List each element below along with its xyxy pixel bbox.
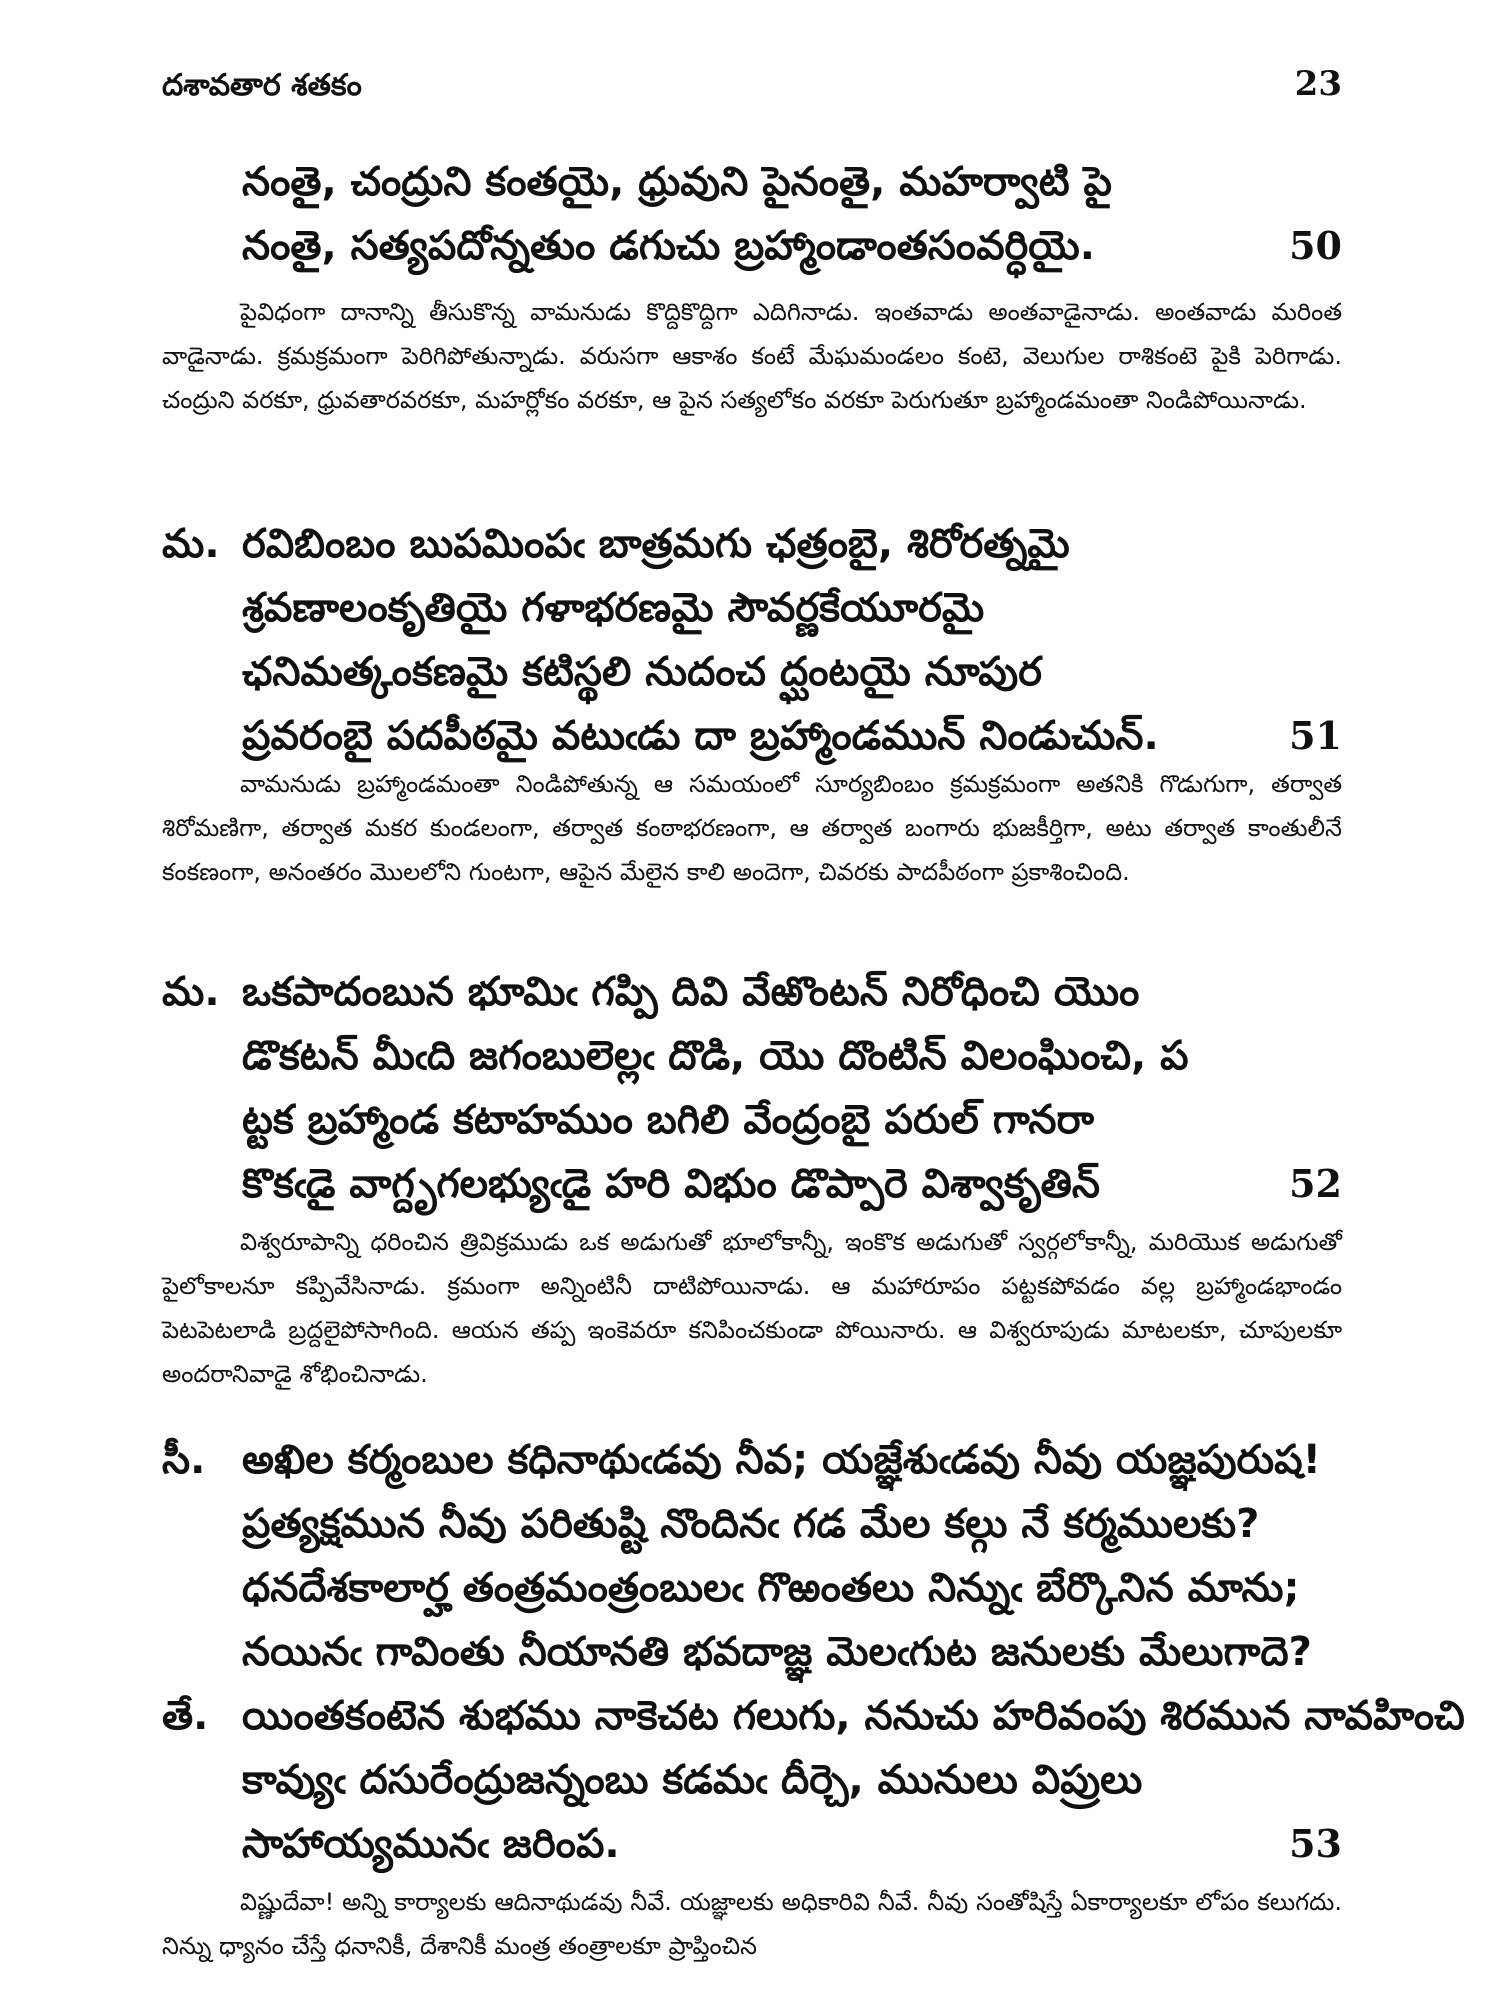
verse-53 [162,1428,1465,1876]
verse-text: నంతై, సత్యపదోన్నతుం డగుచు బ్రహ్మాండాంతసంవర్ధియై. [242,223,1095,269]
commentary-text: పైవిధంగా దానాన్ని తీసుకొన్న వామనుడు కొద్దికొద్దిగా ఎదిగినాడు. ఇంతవాడు అంతవాడైనాడు. అంతవాడు మరింత వాడైనాడు. క్రమక్రమంగా పెరిగిపోతున్నాడు. వరుసగా ఆకాశం కంటే మేఘమండలం కంటె, వెలుగుల రాశికంటె పైకి పెరిగాడు. చంద్రుని వరకూ, ధ్రువతారవరకూ, మహర్లోకం వరకూ, ఆ పైన సత్యలోకం వరకూ పెరుగుతూ బ్రహ్మాండమంతా నిండిపోయినాడు. [162,298,1342,414]
verse-51 [162,512,1342,768]
verse-number: 52 [1289,1161,1342,1206]
verse-number: 50 [1289,223,1342,268]
meter-label: సీ. [162,1437,206,1483]
verse-line [162,214,1342,278]
verse-line [162,704,1342,768]
verse-text: ప్రవరంబై పదపీఠమై వటుఁడు దా బ్రహ్మాండమున్ నిండుచున్. [242,713,1159,759]
verse-text: యింతకంటెన శుభము నాకెచట గలుగు, ననుచు హరివంపు శిరమున నావహించి [242,1693,1465,1739]
verse-text: కావ్యుఁ దసురేంద్రుజన్నంబు కడమఁ దీర్చె, మునులు విప్రులు [242,1757,1143,1803]
meter-label: మ. [162,521,220,567]
verse-line [162,150,1342,214]
verse-line [162,1088,1342,1152]
page-header [162,64,1342,108]
verse-number: 51 [1289,713,1342,758]
verse-50 [162,150,1342,278]
verse-text: ట్టక బ్రహ్మాండ కటాహముం బగిలి వేంద్రంబై పరుల్ గానరా [242,1097,1094,1143]
paragraph-commentary [162,290,1342,422]
verse-text: ప్రత్యక్షమున నీవు పరితుష్టి నొందినఁ గడ మేల కల్గు నే కర్మములకు? [242,1501,1260,1547]
verse-text: సాహాయ్యమునఁ జరింప. [242,1821,620,1867]
verse-line [162,576,1342,640]
verse-line [162,1428,1342,1492]
verse-line [162,1152,1342,1216]
verse-line [162,1748,1342,1812]
verse-line [162,960,1342,1024]
verse-text: నయినఁ గావింతు నీయానతి భవదాజ్ఞ మెలఁగుట జనులకు మేలుగాదె? [242,1629,1312,1675]
running-title: దశావతార శతకం [162,68,362,103]
page-number: 23 [1294,64,1342,104]
commentary-text: విశ్వరూపాన్ని ధరించిన త్రివిక్రముడు ఒక అడుగుతో భూలోకాన్నీ, ఇంకొక అడుగుతో స్వర్గలోకాన్నీ, మరియొక అడుగుతో పైలోకాలనూ కప్పివేసినాడు. క్రమంగా అన్నింటినీ దాటిపోయినాడు. ఆ మహారూపం పట్టకపోవడం వల్ల బ్రహ్మాండభాండం పెటపెటలాడి బ్రద్దలైపోసాగింది. ఆయన తప్ప ఇంకెవరూ కనిపించకుండా పోయినారు. ఆ విశ్వరూపుడు మాటలకూ, చూపులకూ అందరానివాడై శోభించినాడు. [162,1228,1342,1388]
verse-text: శ్రవణాలంకృతియై గళాభరణమై సౌవర్ణకేయూరమై [242,585,985,631]
verse-text: రవిబింబం బుపమింపఁ బాత్రమగు ఛత్రంబై, శిరోరత్నమై [242,521,1070,567]
paragraph-commentary [162,762,1342,894]
verse-text: ఛనిమత్కంకణమై కటిస్థలి నుదంచ ద్ఘంటయై నూపుర [242,649,1042,695]
verse-line [162,1684,1465,1748]
verse-line [162,512,1342,576]
verse-52 [162,960,1342,1216]
verse-text: నంతై, చంద్రుని కంతయై, ధ్రువుని పైనంతై, మహర్వాటి పై [242,159,1112,205]
verse-line [162,1620,1342,1684]
verse-text: డొకటన్ మీఁది జగంబులెల్లఁ దొడి, యొ దొంటిన్ విలంఘించి, ప [242,1033,1189,1079]
verse-line [162,1492,1342,1556]
verse-text: కొకఁడై వాగ్దృగలభ్యుఁడై హరి విభుం డొప్పారె విశ్వాకృతిన్ [242,1161,1100,1207]
verse-line [162,1556,1342,1620]
commentary-text: వామనుడు బ్రహ్మాండమంతా నిండిపోతున్న ఆ సమయంలో సూర్యబింబం క్రమక్రమంగా అతనికి గొడుగుగా, తర్వాత శిరోమణిగా, తర్వాత మకర కుండలంగా, తర్వాత కంఠాభరణంగా, ఆ తర్వాత బంగారు భుజకీర్తిగా, అటు తర్వాత కాంతులీనే కంకణంగా, అనంతరం మొలలోని గుంటగా, ఆపైన మేలైన కాలి అందెగా, చివరకు పాదపీఠంగా ప్రకాశించింది. [162,770,1342,886]
verse-line [162,1812,1342,1876]
verse-line [162,640,1342,704]
commentary-text: విష్ణుదేవా! అన్ని కార్యాలకు ఆదినాథుడవు నీవే. యజ్ఞాలకు అధికారివి నీవే. నీవు సంతోషిస్తే ఏకార్యాలకూ లోపం కలుగదు. నిన్ను ధ్యానం చేస్తే ధనానికీ, దేశానికీ మంత్ర తంత్రాలకూ ప్రాప్తించిన [162,1888,1342,1960]
meter-label: తే. [162,1693,209,1739]
paragraph-commentary [162,1880,1342,1968]
verse-number: 53 [1289,1821,1342,1866]
verse-line [162,1024,1342,1088]
verse-text: అఖిల కర్మంబుల కధినాథుఁడవు నీవ; యజ్ఞేశుఁడవు నీవు యజ్ఞపురుష! [242,1437,1321,1483]
verse-text: ఒకపాదంబున భూమిఁ గప్పి దివి వేఱొంటన్ నిరోధించి యొం [242,969,1140,1015]
verse-text: ధనదేశకాలార్హ తంత్రమంత్రంబులఁ గొఱంతలు నిన్నుఁ బేర్కొనిన మాను; [242,1565,1300,1611]
paragraph-commentary [162,1220,1342,1396]
meter-label: మ. [162,969,220,1015]
